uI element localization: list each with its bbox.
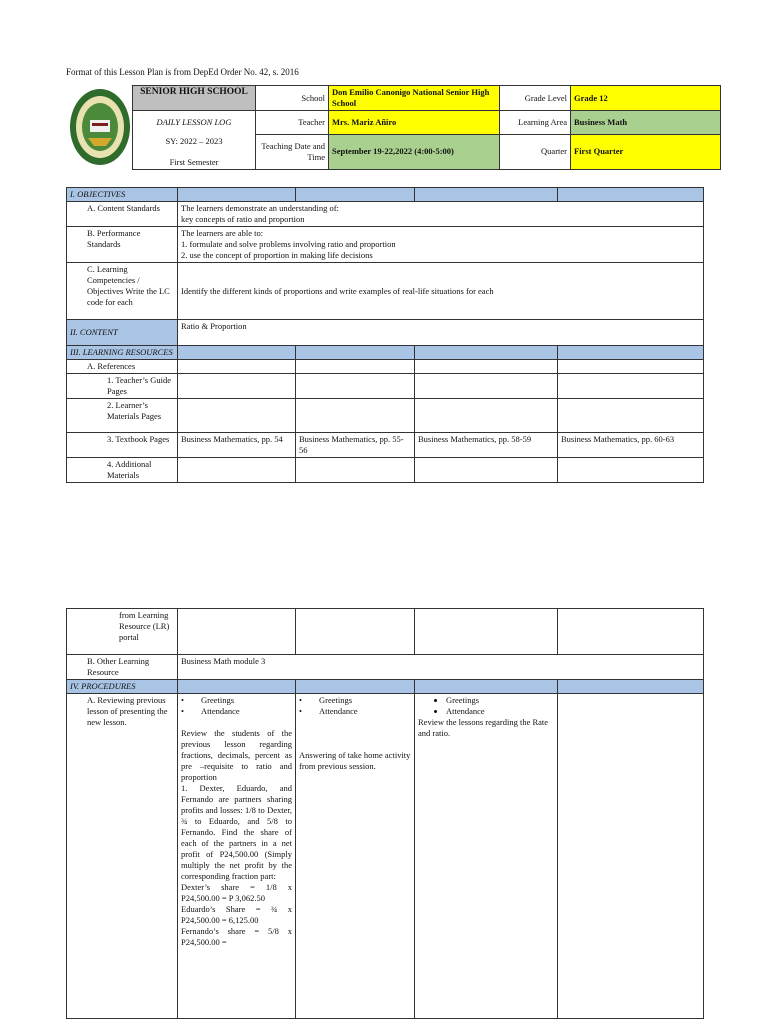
- other-resources-value: Business Math module 3: [178, 655, 704, 680]
- school-label: School: [256, 86, 329, 111]
- textbook-day1: Business Mathematics, pp. 54: [178, 433, 296, 458]
- textbook-day3: Business Mathematics, pp. 58-59: [415, 433, 558, 458]
- learners-materials-label: 2. Learner’s Materials Pages: [67, 399, 178, 433]
- format-note: Format of this Lesson Plan is from DepEd Order No. 42, s. 2016: [66, 67, 299, 77]
- teacher-value: Mrs. Mariz Añiro: [329, 111, 500, 135]
- sy-semester: [133, 135, 256, 170]
- area-value: Business Math: [571, 111, 721, 135]
- day2-text: Answering of take home activity from previous session.: [299, 750, 411, 771]
- day1-greetings: • Greetings: [181, 695, 235, 705]
- day1-review: Review the students of the previous lesson regarding fractions, decimals, percent as pre –requisite to ratio and proportion: [181, 728, 292, 782]
- quarter-value: First Quarter: [571, 135, 721, 170]
- content-standards-line2: key concepts of ratio and proportion: [181, 214, 305, 224]
- content-value: Ratio & Proportion: [178, 320, 704, 346]
- day1-problem: 1. Dexter, Eduardo, and Fernando are partners sharing profits and losses: 1/8 to Dexter, ¾ to Eduardo, and 5/8 to Fernando. Find the share of each of the partners in a net profit of P24,500.00 (Simply multiply the net profit by the corresponding fraction part:: [181, 783, 292, 881]
- division-seal-logo: [68, 86, 132, 168]
- teachers-guide-label: 1. Teacher’s Guide Pages: [67, 374, 178, 399]
- performance-standards-value: [178, 227, 704, 263]
- sy-text: SY: 2022 – 2023: [165, 135, 223, 146]
- header-table: [132, 85, 721, 170]
- performance-line2: 1. formulate and solve problems involving ratio and proportion: [181, 239, 396, 249]
- lesson-table-part2: [66, 608, 704, 1019]
- procedures-section: IV. PROCEDURES: [67, 680, 178, 694]
- day3-greetings: • Greetings: [446, 695, 554, 706]
- school-value: Don Emilio Canonigo National Senior High School: [329, 86, 500, 111]
- day3-text: Review the lessons regarding the Rate and ratio.: [418, 717, 549, 738]
- date-label: Teaching Date and Time: [256, 135, 329, 170]
- date-value: September 19-22,2022 (4:00-5:00): [329, 135, 500, 170]
- content-section: II. CONTENT: [67, 320, 178, 346]
- semester-text: First Semester: [169, 156, 219, 167]
- content-standards-line1: The learners demonstrate an understanding of:: [181, 203, 339, 213]
- day1-eduardo: Eduardo’s Share = ¾ x P24,500.00 = 6,125.00: [181, 904, 292, 925]
- grade-label: Grade Level: [500, 86, 571, 111]
- day1-dexter: Dexter’s share = 1/8 x P24,500.00 = P 3,062.50: [181, 882, 292, 903]
- day2-greetings: • Greetings: [299, 695, 353, 705]
- day2-attendance: • Attendance: [299, 706, 358, 716]
- procedure-day1: [178, 694, 296, 1019]
- quarter-label: Quarter: [500, 135, 571, 170]
- procedure-day3: [415, 694, 558, 1019]
- area-label: Learning Area: [500, 111, 571, 135]
- log-title: DAILY LESSON LOG: [133, 111, 256, 135]
- competencies-value: Identify the different kinds of proportions and write examples of real-life situations for each: [178, 263, 704, 320]
- other-resources-label: B. Other Learning Resource: [67, 655, 178, 680]
- references-label: A. References: [67, 360, 178, 374]
- teacher-label: Teacher: [256, 111, 329, 135]
- resources-section: III. LEARNING RESOURCES: [67, 346, 178, 360]
- reviewing-label: A. Reviewing previous lesson of presenting the new lesson.: [67, 694, 178, 1019]
- additional-materials-cont: from Learning Resource (LR) portal: [67, 609, 178, 655]
- content-standards-label: A. Content Standards: [67, 202, 178, 227]
- textbook-day2: Business Mathematics, pp. 55-56: [296, 433, 415, 458]
- school-type: SENIOR HIGH SCHOOL: [133, 86, 256, 111]
- day1-fernando: Fernando’s share = 5/8 x P24,500.00 =: [181, 926, 292, 947]
- performance-line1: The learners are able to:: [181, 228, 264, 238]
- day1-attendance: • Attendance: [181, 706, 240, 716]
- grade-value: Grade 12: [571, 86, 721, 111]
- additional-materials-label: 4. Additional Materials: [67, 458, 178, 483]
- textbook-pages-label: 3. Textbook Pages: [67, 433, 178, 458]
- day3-attendance: • Attendance: [446, 706, 554, 717]
- performance-line3: 2. use the concept of proportion in making life decisions: [181, 250, 373, 260]
- procedure-day2: [296, 694, 415, 1019]
- textbook-day4: Business Mathematics, pp. 60-63: [558, 433, 704, 458]
- competencies-label: C. Learning Competencies / Objectives Write the LC code for each: [67, 263, 178, 320]
- performance-standards-label: B. Performance Standards: [67, 227, 178, 263]
- lesson-table-part1: [66, 187, 704, 483]
- content-standards-value: [178, 202, 704, 227]
- objectives-section: I. OBJECTIVES: [67, 188, 178, 202]
